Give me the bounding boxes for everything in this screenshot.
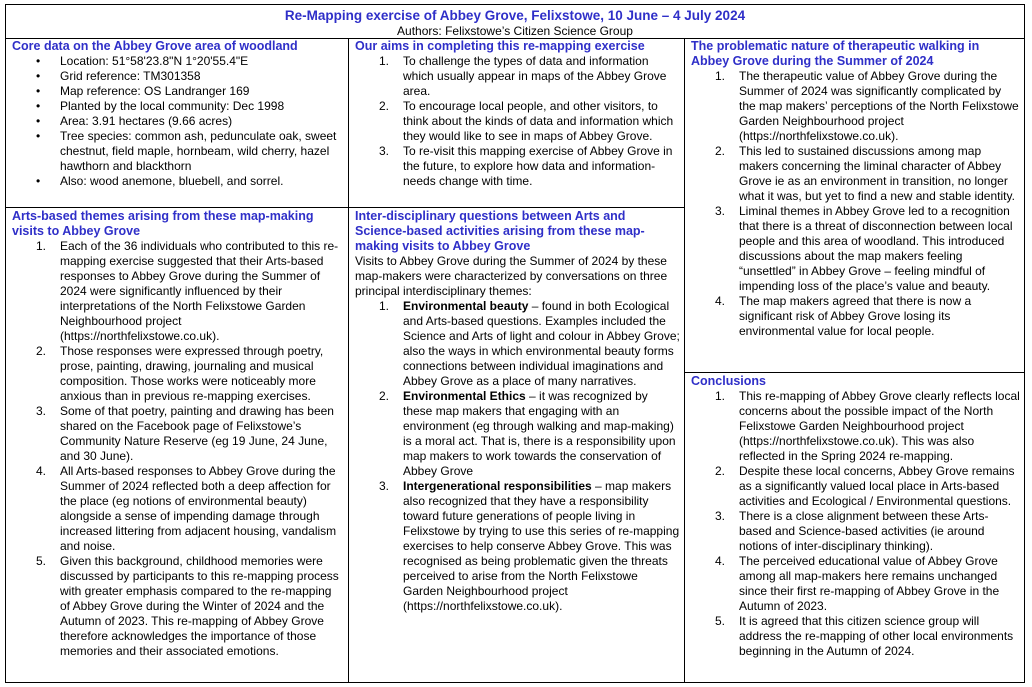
bullet-icon: • xyxy=(36,129,41,143)
list-item: 1. Environmental beauty – found in both Ecological and Arts-based questions. Examples included the Science and Arts of light and colour in Abbey Grove; also the ways in which environmental beauty forms connections between individual imaginations and Abbey Grove as a place of many narratives. xyxy=(379,299,680,388)
list-item: • Tree species: common ash, pedunculate oak, sweet chestnut, field maple, hornbeam, wild cherry, hazel hawthorn and blackthorn xyxy=(36,129,337,173)
list-item: 2. To encourage local people, and other visitors, to think about the kinds of data and information which they would like to see in maps of Abbey Grove. xyxy=(379,99,674,143)
therapeutic-walking-heading: The problematic nature of therapeutic walking in Abbey Grove during the Summer of 2024 xyxy=(691,39,980,68)
list-item: • Planted by the local community: Dec 1998 xyxy=(36,99,285,113)
interdisciplinary-heading: Inter-disciplinary questions between Arts and Science-based activities arising from these map-making visits to Abbey Grove xyxy=(355,209,645,253)
list-item: 3. To re-visit this mapping exercise of Abbey Grove in the future, to explore how data and information-needs change with time. xyxy=(379,144,673,188)
list-item: 3. Liminal themes in Abbey Grove led to a recognition that there is a threat of disconnection between local people and this area of woodland. This introduced discussions about the map makers feeling “unsettled” in Abbey Grove – feeling mindful of impending loss of the place’s value and beauty. xyxy=(715,204,1013,293)
list-item: 1. The therapeutic value of Abbey Grove during the Summer of 2024 was significantly complicated by the map makers’ perceptions of the North Felixstowe Garden Neighbourhood project (https://northfelixstowe.co.uk). xyxy=(715,69,1019,143)
list-item: 1. To challenge the types of data and information which usually appear in maps of the Abbey Grove area. xyxy=(379,54,667,98)
interdisciplinary-cell xyxy=(349,207,684,682)
list-item: 4. The perceived educational value of Abbey Grove among all map-makers here remains unchanged since their first re-mapping of Abbey Grove in the Autumn of 2023. xyxy=(715,554,1000,613)
page-title: Re-Mapping exercise of Abbey Grove, Felixstowe, 10 June – 4 July 2024 xyxy=(284,8,746,23)
aims-heading: Our aims in completing this re-mapping exercise xyxy=(355,39,645,53)
bullet-icon: • xyxy=(36,174,41,188)
list-item: 3. Some of that poetry, painting and drawing has been shared on the Facebook page of Felixstowe’s Community Nature Reserve (eg 19 June, 24 June, and 30 June). xyxy=(36,404,334,463)
core-data-heading: Core data on the Abbey Grove area of woodland xyxy=(12,39,298,53)
list-item: 5. It is agreed that this citizen science group will address the re-mapping of other local environments beginning in the Autumn of 2024. xyxy=(715,614,1014,658)
theme-term: Environmental Ethics xyxy=(403,389,526,403)
therapeutic-walking-list xyxy=(691,69,1020,339)
list-item: 2. Those responses were expressed through poetry, prose, painting, drawing, journaling and musical composition. Those works were noticeably more anxious than in previous re-mapping exercises. xyxy=(36,344,324,403)
arts-themes-list xyxy=(12,239,344,659)
list-item: 4. All Arts-based responses to Abbey Grove during the Summer of 2024 reflected both a deep affection for the place (eg notions of environmental beauty) alongside a sense of impending damage through increased littering from adjacent housing, vandalism and noise. xyxy=(36,464,337,553)
list-item: 2. Despite these local concerns, Abbey Grove remains as a significantly valued local place in Arts-based activities and Ecological / Environmental questions. xyxy=(715,464,1015,508)
aims-cell xyxy=(349,38,684,207)
theme-term: Environmental beauty xyxy=(403,299,529,313)
list-item: • Also: wood anemone, bluebell, and sorrel. xyxy=(36,174,284,188)
bullet-icon: • xyxy=(36,54,41,68)
list-item: • Map reference: OS Landranger 169 xyxy=(36,84,250,98)
conclusions-heading: Conclusions xyxy=(691,374,767,388)
list-item: • Grid reference: TM301358 xyxy=(36,69,201,83)
therapeutic-walking-cell xyxy=(685,38,1024,372)
core-data-cell xyxy=(6,38,348,207)
list-item: • Location: 51°58'23.8"N 1°20'55.4"E xyxy=(36,54,249,68)
list-item: • Area: 3.91 hectares (9.66 acres) xyxy=(36,114,233,128)
core-data-list xyxy=(12,54,344,189)
arts-themes-cell xyxy=(6,207,348,682)
column-middle xyxy=(349,38,685,682)
bullet-icon: • xyxy=(36,99,41,113)
conclusions-cell xyxy=(685,372,1024,682)
interdisciplinary-list xyxy=(355,299,680,614)
theme-term: Intergenerational responsibilities xyxy=(403,479,592,493)
list-item: 3. Intergenerational responsibilities – map makers also recognized that they have a responsibility toward future generations of people living in Felixstowe by trying to use this series of re-mapping exercises to help conserve Abbey Grove. This was recognised as being problematic given the threats perceived to arise from the North Felixstowe Garden Neighbourhood project (https://northfelixstowe.co.uk). xyxy=(379,479,680,613)
column-left xyxy=(6,38,349,682)
list-item: 2. Environmental Ethics – it was recognized by these map makers that engaging with an environment (eg through walking and map-making) is a moral act. That is, there is a responsibility upon map makers to work towards the conservation of Abbey Grove xyxy=(379,389,676,478)
list-item: 1. This re-mapping of Abbey Grove clearly reflects local concerns about the possible impact of the North Felixstowe Garden Neighbourhood project (https://northfelixstowe.co.uk). This was also reflected in the Spring 2024 re-mapping. xyxy=(715,389,1020,463)
document-table xyxy=(5,4,1025,683)
list-item: 4. The map makers agreed that there is now a significant risk of Abbey Grove losing its environmental value for local people. xyxy=(715,294,972,338)
list-item: 3. There is a close alignment between these Arts-based and Science-based activities (ie around notions of inter-disciplinary thinking). xyxy=(715,509,989,553)
list-item: 2. This led to sustained discussions among map makers concerning the liminal character of Abbey Grove ie as an environment in transition, no longer what it was, but yet to find a new and stable identity. xyxy=(715,144,1015,203)
list-item: 5. Given this background, childhood memories were discussed by participants to this re-mapping process with greater emphasis compared to the re-mapping of Abbey Grove during the Winter of 2024 and the Autumn of 2023. This re-mapping of Abbey Grove therefore acknowledges the importance of those memories and their associated emotions. xyxy=(36,554,339,658)
title-block xyxy=(6,5,1024,39)
bullet-icon: • xyxy=(36,84,41,98)
conclusions-list xyxy=(691,389,1020,659)
bullet-icon: • xyxy=(36,69,41,83)
column-right xyxy=(685,38,1024,682)
bullet-icon: • xyxy=(36,114,41,128)
list-item: 1. Each of the 36 individuals who contributed to this re-mapping exercise suggested that their Arts-based responses to Abbey Grove during the Summer of 2024 were significantly influenced by their interpretations of the North Felixstowe Garden Neighbourhood project (https://northfelixstowe.co.uk). xyxy=(36,239,339,343)
interdisciplinary-intro: Visits to Abbey Grove during the Summer of 2024 by these map-makers were characterized by conversations on three principal interdisciplinary themes: xyxy=(355,254,668,298)
aims-list xyxy=(355,54,680,189)
authors-line: Authors: Felixstowe’s Citizen Science Group xyxy=(397,24,633,38)
arts-themes-heading: Arts-based themes arising from these map-making visits to Abbey Grove xyxy=(12,209,314,238)
